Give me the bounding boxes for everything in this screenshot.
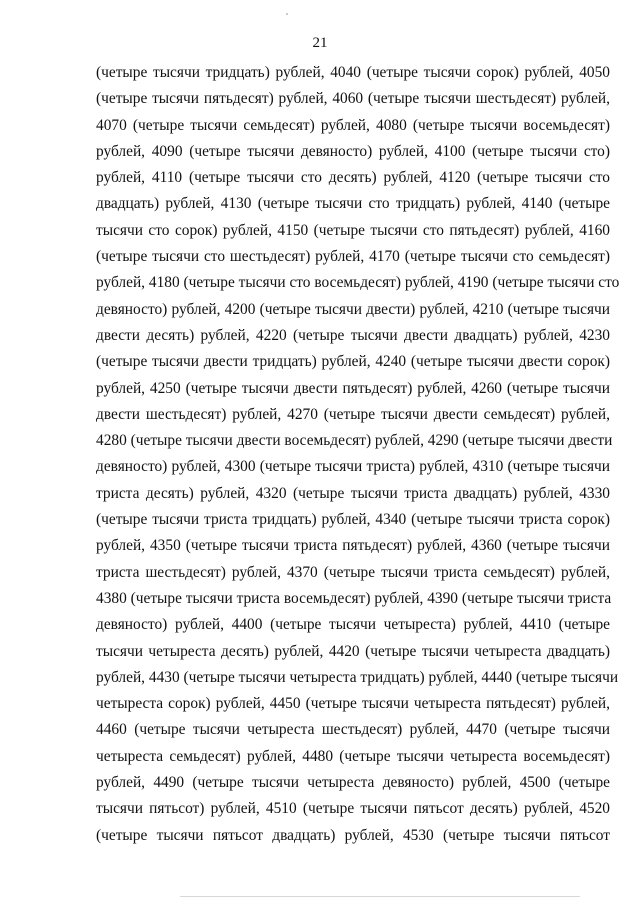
text-line: рублей, 4180 (четыре тысячи сто восемьдесят) рублей, 4190 (четыре тысячи сто xyxy=(96,274,620,292)
text-line: (четыре тысячи двести тридцать) рублей, 4240 (четыре тысячи двести сорок) xyxy=(96,353,610,371)
text-line: (четыре тысячи пятьсот двадцать) рублей, 4530 (четыре тысячи пятьсот xyxy=(96,826,610,844)
text-line: 4380 (четыре тысячи триста восемьдесят) рублей, 4390 (четыре тысячи триста xyxy=(96,589,612,607)
text-line: тысячи пятьсот) рублей, 4510 (четыре тысячи пятьсот десять) рублей, 4520 xyxy=(96,800,610,818)
text-line: (четыре тысячи триста тридцать) рублей, 4340 (четыре тысячи триста сорок) xyxy=(96,511,610,529)
text-line: двадцать) рублей, 4130 (четыре тысячи сто тридцать) рублей, 4140 (четыре xyxy=(96,195,610,213)
text-line: 4070 (четыре тысячи семьдесят) рублей, 4080 (четыре тысячи восемьдесят) xyxy=(96,116,610,134)
text-line: девяносто) рублей, 4400 (четыре тысячи четыреста) рублей, 4410 (четыре xyxy=(96,616,610,634)
text-line: четыреста сорок) рублей, 4450 (четыре тысячи четыреста пятьдесят) рублей, xyxy=(96,695,610,713)
text-line: 4460 (четыре тысячи четыреста шестьдесят) рублей, 4470 (четыре тысячи xyxy=(96,721,610,739)
text-line: (четыре тысячи сто шестьдесят) рублей, 4170 (четыре тысячи сто семьдесят) xyxy=(96,248,610,266)
text-line: рублей, 4110 (четыре тысячи сто десять) рублей, 4120 (четыре тысячи сто xyxy=(96,169,610,187)
text-line: рублей, 4250 (четыре тысячи двести пятьдесят) рублей, 4260 (четыре тысячи xyxy=(96,379,610,397)
text-line: двести шестьдесят) рублей, 4270 (четыре тысячи двести семьдесят) рублей, xyxy=(96,405,610,423)
text-line: (четыре тысячи пятьдесят) рублей, 4060 (четыре тысячи шестьдесят) рублей, xyxy=(96,90,610,108)
text-line: триста шестьдесят) рублей, 4370 (четыре тысячи триста семьдесят) рублей, xyxy=(96,563,610,581)
text-line: (четыре тысячи тридцать) рублей, 4040 (четыре тысячи сорок) рублей, 4050 xyxy=(96,64,610,81)
text-line: девяносто) рублей, 4200 (четыре тысячи двести) рублей, 4210 (четыре тысячи xyxy=(96,300,610,318)
text-line: тысячи четыреста десять) рублей, 4420 (четыре тысячи четыреста двадцать) xyxy=(96,642,610,660)
text-line: рублей, 4490 (четыре тысячи четыреста девяносто) рублей, 4500 (четыре xyxy=(96,774,610,792)
page-number: 21 xyxy=(312,35,328,51)
text-line: рублей, 4090 (четыре тысячи девяносто) рублей, 4100 (четыре тысячи сто) xyxy=(96,142,610,160)
text-line: четыреста семьдесят) рублей, 4480 (четыре тысячи четыреста восемьдесят) xyxy=(96,747,610,765)
text-line: двести десять) рублей, 4220 (четыре тысячи двести двадцать) рублей, 4230 xyxy=(96,326,610,344)
scan-edge-line xyxy=(180,896,580,897)
text-line: рублей, 4430 (четыре тысячи четыреста тридцать) рублей, 4440 (четыре тысячи xyxy=(96,668,619,686)
text-line: девяносто) рублей, 4300 (четыре тысячи триста) рублей, 4310 (четыре тысячи xyxy=(96,458,610,476)
text-line: 4280 (четыре тысячи двести восемьдесят) рублей, 4290 (четыре тысячи двести xyxy=(96,432,613,450)
text-line: тысячи сто сорок) рублей, 4150 (четыре тысячи сто пятьдесят) рублей, 4160 xyxy=(96,221,610,239)
text-line: рублей, 4350 (четыре тысячи триста пятьдесят) рублей, 4360 (четыре тысячи xyxy=(96,537,610,555)
scan-speck xyxy=(286,13,288,15)
text-line: триста десять) рублей, 4320 (четыре тысячи триста двадцать) рублей, 4330 xyxy=(96,484,610,502)
body-text xyxy=(96,60,620,849)
